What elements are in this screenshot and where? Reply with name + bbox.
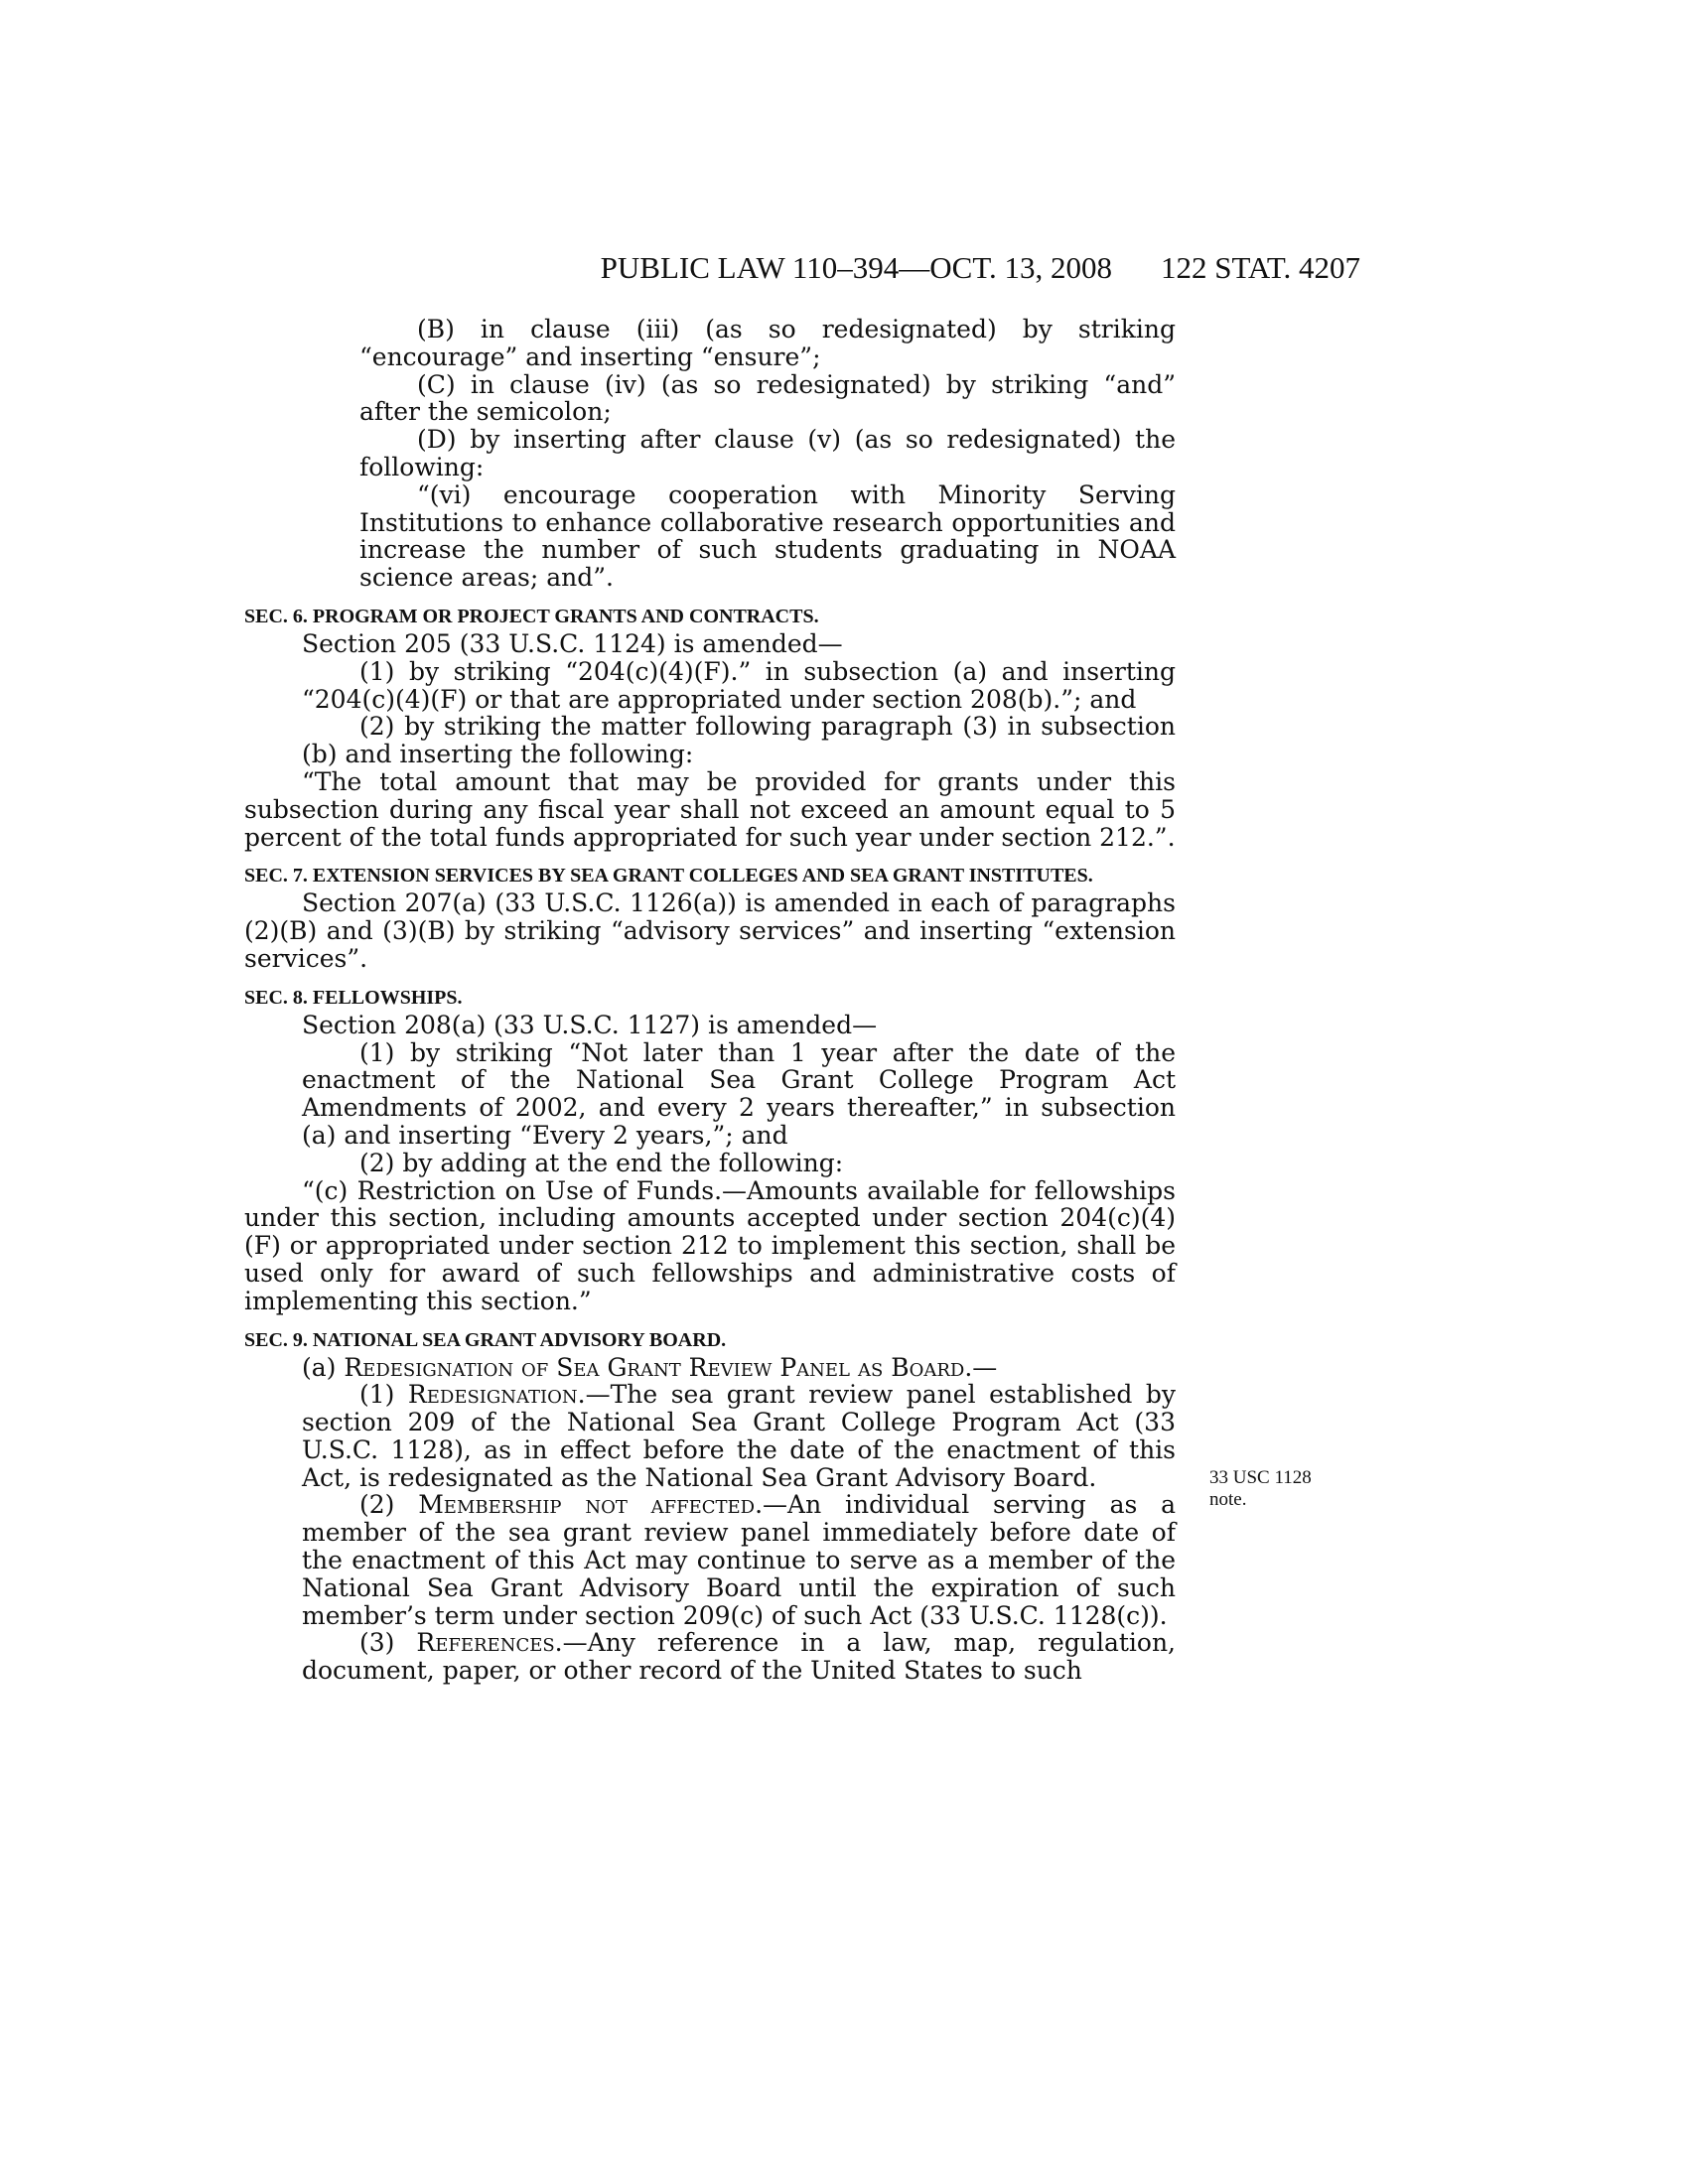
section-6-quote: “The total amount that may be provided for grants under this subsection during any fiscal year shall not exceed an amount equal to 5 percent of the total funds appropriated for such year under section 212.”. [244, 766, 1176, 852]
section-6-item-1: (1) by striking “204(c)(4)(F).” in subsection (a) and inserting “204(c)(4)(F) or that are appropriated under section 208(b).”; and [302, 656, 1176, 714]
section-9-item-2-text: —An individual serving as a member of the sea grant review panel immediately before date of the enactment of this Act may continue to serve as a member of the National Sea Grant Advisory Board until the expiration of such member’s term under section 209(c) of such Act (33 U.S.C. 1128(c)). [302, 1490, 1176, 1630]
section-9-item-3-lead: (3) [359, 1628, 417, 1658]
section-9-item-3 [302, 1629, 1176, 1685]
paragraph-c: (C) in clause (iv) (as so redesignated) by striking “and” after the semicolon; [359, 369, 1176, 427]
section-9-item-3-title: References. [416, 1628, 563, 1658]
section-9-item-1-lead: (1) [359, 1380, 408, 1410]
section-8-item-2: (2) by adding at the end the following: [359, 1148, 844, 1177]
page-header-title: PUBLIC LAW 110–394—OCT. 13, 2008 [600, 250, 1112, 285]
section-6-intro: Section 205 (33 U.S.C. 1124) is amended— [302, 628, 843, 658]
section-9-a-title: Redesignation of Sea Grant Review Panel as Board. [344, 1352, 973, 1382]
section-8-item-1: (1) by striking “Not later than 1 year after the date of the enactment of the National Sea Grant College Program Act Amendments of 2002, and every 2 years thereafter,” in subsection (a) and inserting “Every 2 years,”; and [302, 1037, 1176, 1150]
section-7-text: Section 207(a) (33 U.S.C. 1126(a)) is amended in each of paragraphs (2)(B) and (3)(B) by striking “advisory services” and inserting “extension services”. [244, 888, 1176, 973]
section-9-item-2-lead: (2) [359, 1490, 419, 1520]
section-8-heading: SEC. 8. FELLOWSHIPS. [244, 986, 463, 1009]
section-8-quote: “(c) Restriction on Use of Funds.—Amounts available for fellowships under this section, including amounts accepted under section 204(c)(4)(F) or appropriated under section 212 to implement this section, shall be used only for award of such fellowships and administrative costs of implementing this section.” [244, 1175, 1176, 1315]
paragraph-d: (D) by inserting after clause (v) (as so redesignated) the following: [359, 425, 1176, 481]
section-6-heading: SEC. 6. PROGRAM OR PROJECT GRANTS AND CONTRACTS. [244, 605, 819, 627]
section-9-item-3-text: —Any reference in a law, map, regulation, document, paper, or other record of the United States to such [302, 1628, 1176, 1686]
section-9-a [244, 1354, 1176, 1382]
section-9-heading: SEC. 9. NATIONAL SEA GRANT ADVISORY BOARD. [244, 1328, 727, 1351]
margin-note: 33 USC 1128 note. [1209, 1467, 1312, 1510]
section-9-item-2 [302, 1491, 1176, 1629]
section-9-item-1 [302, 1381, 1176, 1491]
section-9-item-1-text: —The sea grant review panel established by section 209 of the National Sea Grant College Program Act (33 U.S.C. 1128), as in effect before the date of the enactment of this Act, is redesignated as the National Sea Grant Advisory Board. [302, 1380, 1177, 1492]
section-9-item-2-title: Membership not affected. [418, 1490, 764, 1520]
paragraph-vi: “(vi) encourage cooperation with Minority Serving Institutions to enhance collaborative research opportunities and increase the number of such students graduating in NOAA science areas; and”. [359, 479, 1176, 593]
document-body [244, 315, 1177, 1686]
section-7-heading: SEC. 7. EXTENSION SERVICES BY SEA GRANT COLLEGES AND SEA GRANT INSTITUTES. [244, 865, 1093, 887]
section-8-intro: Section 208(a) (33 U.S.C. 1127) is amended— [302, 1010, 878, 1039]
section-9-a-lead: (a) [302, 1352, 345, 1382]
paragraph-b: (B) in clause (iii) (as so redesignated) by striking “encourage” and inserting “ensure”; [359, 315, 1176, 371]
section-6-item-2: (2) by striking the matter following paragraph (3) in subsection (b) and inserting the following: [302, 712, 1176, 769]
page-header-stat: 122 STAT. 4207 [1160, 250, 1360, 285]
section-9-item-1-title: Redesignation. [407, 1380, 586, 1410]
section-9-a-dash: — [972, 1352, 998, 1382]
